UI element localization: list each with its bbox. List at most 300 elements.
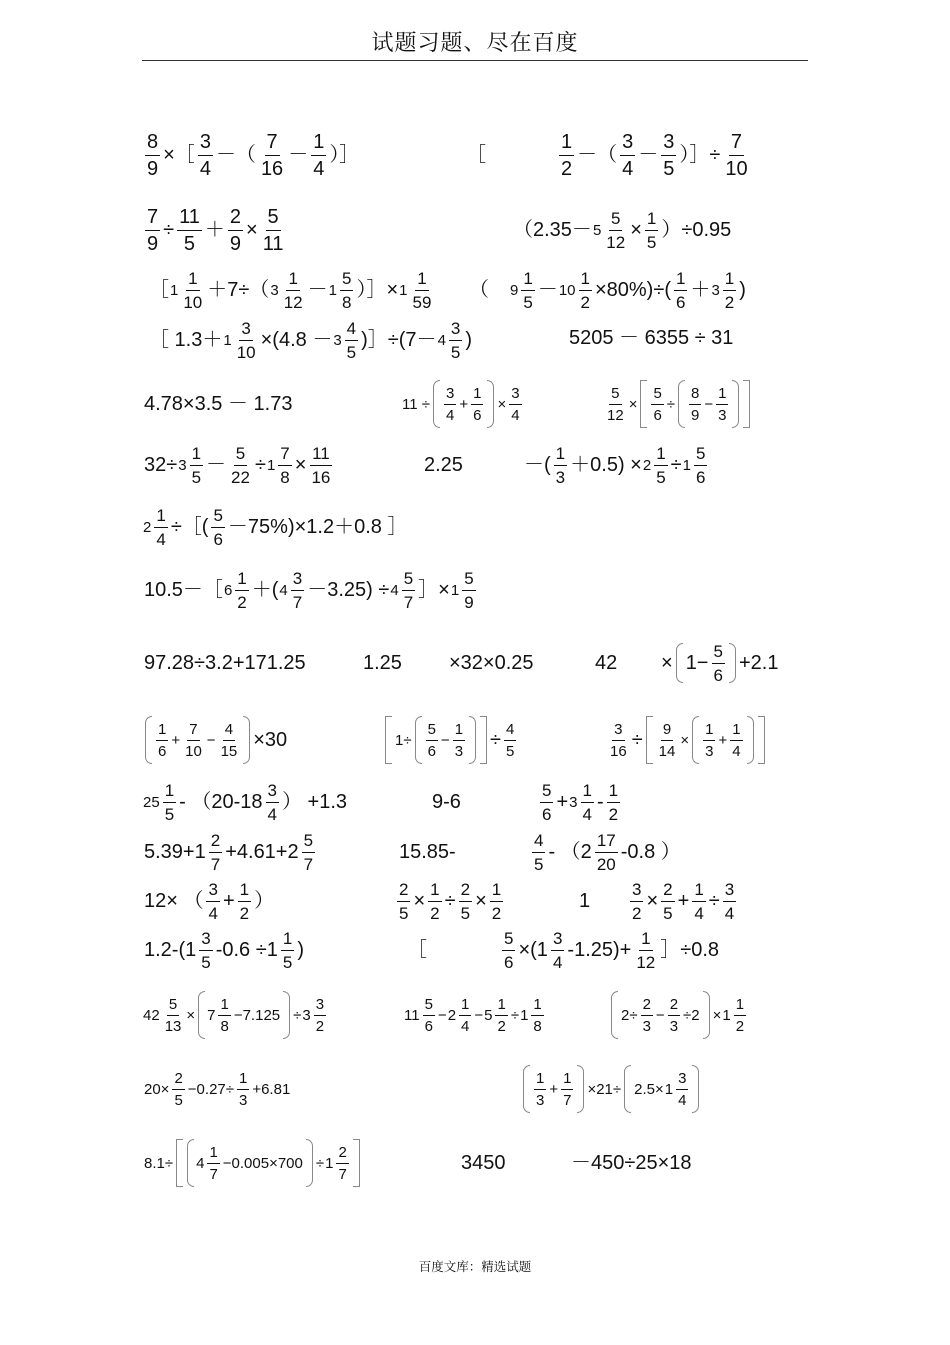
math-expression [521, 1065, 701, 1113]
fraction [282, 270, 305, 311]
fraction [605, 386, 626, 423]
fraction-numerator: 4 [504, 722, 516, 741]
fraction-numerator: 2 [668, 997, 680, 1016]
fraction [235, 320, 258, 361]
fraction-denominator: 4 [267, 804, 277, 824]
bracket [676, 643, 683, 683]
fraction [645, 210, 658, 251]
page-header-title: 试题习题、尽在百度 [371, 31, 579, 56]
fraction [561, 1071, 573, 1108]
expression-text: × [475, 890, 487, 912]
fraction-numerator: 9 [661, 722, 673, 741]
fraction-denominator: 4 [511, 406, 520, 424]
mixed-number-integer: 25 [143, 793, 160, 811]
math-expression [523, 445, 709, 486]
expression-text: −7.125 [233, 1006, 281, 1024]
mixed-number-integer: 1 [399, 281, 408, 299]
fraction-numerator: 5 [402, 570, 415, 591]
fraction-numerator: 1 [281, 930, 294, 951]
expression-text: 3450 [461, 1152, 506, 1174]
math-expression [143, 832, 317, 873]
expression-text: ÷ [510, 1006, 520, 1024]
fraction-denominator: 7 [403, 592, 414, 612]
bracket [353, 1139, 360, 1187]
fraction [177, 207, 202, 254]
fraction [423, 997, 435, 1034]
fraction-denominator: 16 [311, 467, 331, 487]
fraction [259, 132, 285, 179]
fraction-numerator: 1 [156, 722, 168, 741]
math-expression [568, 328, 734, 348]
fraction-numerator: 3 [206, 881, 219, 902]
bracket [469, 716, 476, 764]
expression-text: ) [297, 939, 304, 961]
fraction-numerator: 5 [651, 386, 663, 405]
fraction [145, 132, 160, 179]
fraction [219, 722, 240, 759]
fraction [654, 445, 667, 486]
header-divider [142, 60, 808, 61]
expression-text: ）］× [356, 279, 399, 301]
expression-text: + [718, 731, 728, 749]
fraction-numerator: 1 [207, 1145, 219, 1164]
mixed-number-integer: 3 [302, 1006, 311, 1024]
expression-text: × [661, 652, 673, 674]
bracket [176, 1139, 183, 1187]
expression-text: − [704, 395, 714, 413]
fraction-denominator: 5 [183, 232, 196, 255]
bracket [415, 716, 422, 764]
fraction [581, 782, 594, 823]
fraction [410, 270, 433, 311]
fraction [278, 445, 291, 486]
fraction [607, 782, 620, 823]
fraction-denominator: 5 [164, 804, 175, 824]
expression-text: 1.2-(1 [144, 939, 197, 961]
math-expression [143, 716, 288, 764]
fraction-numerator: 1 [723, 270, 736, 291]
expression-text: ×［ [163, 144, 195, 166]
math-expression [570, 1153, 693, 1173]
fraction-denominator: 2 [430, 903, 440, 923]
fraction-denominator: 5 [399, 903, 409, 923]
fraction-denominator: 9 [691, 406, 700, 424]
fraction [183, 722, 204, 759]
expression-text: − [440, 731, 450, 749]
fraction-denominator: 5 [506, 742, 515, 760]
mixed-number-integer: 1 [223, 331, 232, 349]
fraction [674, 270, 687, 311]
fraction-denominator: 3 [238, 1091, 248, 1109]
fraction-numerator: 1 [190, 445, 203, 466]
expression-text: －( [524, 454, 551, 476]
fraction [490, 881, 503, 922]
fraction-numerator: 7 [145, 207, 160, 231]
fraction-numerator: 1 [490, 881, 503, 902]
fraction-numerator: 3 [551, 930, 564, 951]
expression-text: + [549, 1080, 559, 1098]
fraction [730, 722, 742, 759]
fraction-numerator: 5 [694, 445, 707, 466]
expression-text: × [628, 395, 638, 413]
math-expression [148, 320, 473, 361]
fraction-numerator: 1 [716, 386, 728, 405]
expression-text: − [655, 1006, 665, 1024]
math-expression [143, 207, 287, 254]
bracket [624, 1065, 631, 1113]
expression-text: 8.1÷ [144, 1154, 174, 1172]
expression-text: × [186, 1006, 196, 1024]
expression-text: ÷ [163, 219, 175, 241]
fraction-numerator: 4 [345, 320, 358, 341]
fraction-denominator: 5 [663, 157, 675, 180]
fraction-denominator: 59 [412, 292, 432, 312]
math-expression [609, 991, 748, 1039]
fraction-denominator: 9 [147, 157, 159, 180]
fraction-denominator: 7 [209, 1165, 218, 1183]
fraction [462, 570, 475, 611]
mixed-number-integer: 1 [325, 1154, 334, 1172]
expression-text: −0.27÷ [187, 1080, 234, 1098]
math-expression [398, 842, 457, 862]
mixed-number-integer: 11 [404, 1006, 420, 1024]
fraction-denominator: 7 [563, 1091, 572, 1109]
math-expression [423, 455, 464, 475]
fraction [444, 386, 456, 423]
fraction-denominator: 6 [424, 1017, 433, 1035]
expression-text: 2÷ [621, 1006, 638, 1024]
fraction [145, 207, 160, 254]
fraction-denominator: 8 [220, 1017, 229, 1035]
fraction-denominator: 5 [460, 903, 471, 923]
fraction [154, 507, 167, 548]
bracket [703, 991, 710, 1039]
expression-text: ＋ [204, 219, 225, 241]
fraction-denominator: 6 [473, 406, 482, 424]
math-expression [404, 997, 546, 1034]
fraction-numerator: 1 [645, 210, 658, 231]
expression-text: －450÷25×18 [571, 1152, 692, 1174]
fraction [340, 270, 353, 311]
fraction [428, 881, 441, 922]
fraction-denominator: 11 [262, 232, 284, 255]
math-expression [594, 653, 618, 673]
fraction-denominator: 12 [283, 292, 303, 312]
fraction-numerator: 2 [336, 1145, 348, 1164]
expression-text: ）］ [329, 144, 360, 166]
expression-text: ÷ [631, 729, 643, 751]
math-expression [578, 891, 591, 911]
fraction [228, 207, 243, 254]
fraction-numerator: 2 [641, 997, 653, 1016]
bracket [747, 716, 754, 764]
fraction [579, 270, 592, 311]
expression-text: ÷2 [683, 1006, 700, 1024]
fraction-denominator: 20 [596, 854, 616, 874]
fraction-numerator: 2 [209, 832, 222, 853]
expression-text: ［ [149, 279, 169, 301]
bracket [433, 380, 440, 428]
fraction [723, 881, 736, 922]
fraction-numerator: 1 [734, 997, 746, 1016]
mixed-number-integer: 3 [569, 793, 578, 811]
fraction [237, 1071, 249, 1108]
expression-text: ］÷0.8 [660, 939, 720, 961]
expression-text: ＋( [251, 579, 279, 601]
fraction-numerator: 1 [639, 930, 652, 951]
fraction-numerator: 5 [340, 270, 353, 291]
expression-text: ＋7÷（ [207, 279, 270, 301]
math-expression [143, 570, 478, 611]
fraction [229, 445, 252, 486]
fraction-denominator: 12 [606, 232, 626, 252]
bracket [743, 380, 750, 428]
fraction-denominator: 4 [582, 804, 592, 824]
fraction [634, 930, 657, 971]
fraction-denominator: 3 [555, 467, 566, 487]
bracket [640, 380, 647, 428]
expression-text: +6.81 [252, 1080, 291, 1098]
fraction-numerator: 1 [428, 881, 441, 902]
fraction-denominator: 14 [658, 742, 676, 760]
fraction-numerator: 5 [234, 445, 247, 466]
fraction-denominator: 7 [338, 1165, 347, 1183]
expression-text: - （2 [548, 841, 592, 863]
fraction [471, 386, 483, 423]
fraction-denominator: 10 [185, 742, 202, 760]
expression-text: ÷ [254, 454, 266, 476]
fraction-numerator: 2 [228, 207, 243, 231]
fraction-denominator: 2 [491, 903, 502, 923]
fraction-numerator: 3 [198, 132, 213, 156]
expression-text: − [474, 1006, 484, 1024]
fraction-denominator: 9 [464, 592, 474, 612]
fraction-denominator: 5 [663, 903, 673, 923]
fraction-numerator: 1 [163, 782, 176, 803]
expression-text: + [677, 890, 690, 912]
expression-text: 5.39+1 [144, 841, 206, 863]
fraction-numerator: 1 [521, 270, 534, 291]
mixed-number-integer: 2 [143, 518, 152, 536]
expression-text: 32÷ [144, 454, 178, 476]
expression-text: 20× [144, 1080, 170, 1098]
expression-text: ［ 1.3＋ [149, 329, 223, 351]
expression-text: ÷ [293, 1006, 302, 1024]
fraction-numerator: 3 [266, 782, 279, 803]
fraction [261, 207, 286, 254]
fraction-numerator: 1 [692, 881, 705, 902]
bracket [523, 1065, 530, 1113]
fraction-denominator: 5 [174, 1091, 183, 1109]
fraction-numerator: 1 [559, 132, 574, 156]
fraction [641, 997, 653, 1034]
mixed-number-integer: 2 [642, 456, 652, 474]
fraction-denominator: 12 [636, 952, 656, 972]
fraction [172, 1071, 184, 1108]
math-expression [465, 132, 752, 179]
bracket [692, 1065, 699, 1113]
mixed-number-integer: 10 [558, 281, 576, 299]
fraction [397, 881, 410, 922]
expression-text: 10.5－［ [144, 579, 223, 601]
fraction [703, 722, 715, 759]
fraction [692, 881, 705, 922]
fraction-numerator: 1 [154, 507, 167, 528]
math-expression [431, 792, 462, 812]
fraction-denominator: 2 [315, 1017, 325, 1035]
bracket [577, 1065, 584, 1113]
fraction-numerator: 3 [612, 722, 624, 741]
math-expression [401, 380, 524, 428]
fraction-denominator: 9 [229, 232, 241, 255]
bracket [283, 991, 290, 1039]
expression-text: －75%)×1.2＋0.8 ］ [227, 516, 408, 538]
fraction-numerator: 1 [579, 270, 592, 291]
fraction-denominator: 22 [231, 467, 250, 487]
expression-text: ］× [418, 579, 450, 601]
fraction-denominator: 4 [732, 742, 741, 760]
fraction-denominator: 3 [536, 1091, 545, 1109]
expression-text: （ [469, 279, 489, 301]
fraction-denominator: 5 [450, 342, 461, 362]
fraction-numerator: 7 [265, 132, 280, 156]
math-expression [143, 881, 275, 922]
fraction [608, 722, 629, 759]
fraction [156, 722, 168, 759]
fraction [336, 1145, 348, 1182]
mixed-number-integer: 4 [437, 331, 446, 349]
fraction-denominator: 4 [445, 406, 455, 424]
fraction-denominator: 5 [191, 467, 202, 487]
fraction-denominator: 8 [280, 467, 290, 487]
fraction-denominator: 10 [725, 157, 748, 180]
math-expression [395, 881, 505, 922]
fraction-denominator: 8 [533, 1017, 542, 1035]
fraction-numerator: 3 [661, 132, 676, 156]
fraction-numerator: 7 [278, 445, 291, 466]
fraction-numerator: 5 [609, 386, 621, 405]
fraction-numerator: 1 [459, 997, 471, 1016]
fraction [595, 832, 618, 873]
bracket [729, 643, 736, 683]
math-expression [143, 1071, 291, 1108]
fraction-denominator: 2 [237, 592, 247, 612]
fraction [449, 320, 462, 361]
fraction-denominator: 3 [642, 1017, 651, 1035]
fraction-numerator: 1 [471, 386, 483, 405]
math-expression [143, 1139, 362, 1187]
fraction [266, 782, 279, 823]
fraction-denominator: 5 [346, 342, 357, 362]
fraction-numerator: 11 [177, 207, 202, 231]
fraction [661, 132, 676, 179]
expression-text: 1÷ [395, 731, 412, 749]
fraction [534, 1071, 546, 1108]
fraction [676, 1071, 688, 1108]
bracket [480, 716, 487, 764]
mixed-number-integer: 4 [390, 581, 399, 599]
fraction-numerator: 5 [302, 832, 315, 853]
fraction-denominator: 7 [292, 592, 303, 612]
expression-text: ＋ [690, 279, 711, 301]
mixed-number-integer: 1 [520, 1006, 529, 1024]
expression-text: 15.85- [399, 841, 456, 863]
fraction-denominator: 16 [610, 742, 627, 760]
fraction-numerator: 5 [540, 782, 553, 803]
bracket [758, 716, 765, 764]
mixed-number-integer: 5 [484, 1006, 493, 1024]
fraction [235, 570, 248, 611]
fraction [207, 1145, 219, 1182]
fraction-denominator: 2 [580, 292, 590, 312]
expression-text: － [537, 279, 558, 301]
mixed-number-integer: 5 [592, 221, 602, 239]
math-expression [538, 782, 622, 823]
mixed-number-integer: 42 [143, 1006, 160, 1024]
fraction-numerator: 5 [211, 507, 224, 528]
expression-text: ×30 [253, 729, 288, 751]
math-expression [468, 270, 747, 311]
mixed-number-integer: 4 [196, 1154, 205, 1172]
mixed-number-integer: 2 [447, 1006, 457, 1024]
expression-text: × [646, 890, 659, 912]
fraction [509, 386, 521, 423]
expression-text: −0.005×700 [222, 1154, 303, 1172]
fraction-numerator: 3 [620, 132, 635, 156]
fraction-denominator: 4 [461, 1017, 470, 1035]
fraction-numerator: 3 [509, 386, 521, 405]
fraction-numerator: 1 [561, 1071, 573, 1090]
math-expression [143, 394, 293, 414]
expression-text: －（ [215, 144, 256, 166]
expression-text: 12× （ [144, 890, 204, 912]
expression-text: 2.25 [424, 454, 463, 476]
bracket [385, 716, 392, 764]
expression-text: -0.8 ） [620, 841, 681, 863]
fraction-denominator: 4 [208, 903, 218, 923]
fraction-denominator: 6 [427, 742, 436, 760]
fraction [453, 722, 465, 759]
expression-text: 97.28÷3.2+171.25 [144, 652, 306, 674]
expression-text: ÷ [490, 729, 502, 751]
fraction-numerator: 2 [459, 881, 472, 902]
math-expression [448, 653, 535, 673]
fraction-numerator: 5 [167, 997, 179, 1016]
expression-text: )］÷(7－ [361, 329, 437, 351]
expression-text: × [413, 890, 426, 912]
fraction [198, 132, 213, 179]
fraction-numerator: 2 [172, 1071, 184, 1090]
fraction-numerator: 3 [199, 930, 212, 951]
fraction-denominator: 16 [260, 157, 284, 180]
expression-text: +2.1 [738, 652, 779, 674]
fraction-numerator: 1 [415, 270, 428, 291]
expression-text: 1 [579, 890, 591, 912]
math-expression [143, 991, 328, 1039]
expression-text: ÷ [666, 395, 676, 413]
fraction-denominator: 9 [147, 232, 159, 255]
math-expression [530, 832, 682, 873]
expression-text: + [556, 791, 569, 813]
fraction-denominator: 6 [213, 529, 223, 549]
expression-text: 9-6 [432, 791, 461, 813]
fraction [459, 997, 471, 1034]
bracket [243, 716, 250, 764]
fraction-denominator: 2 [608, 804, 619, 824]
fraction [630, 881, 643, 922]
expression-text: － [307, 279, 328, 301]
fraction-denominator: 2 [632, 903, 642, 923]
